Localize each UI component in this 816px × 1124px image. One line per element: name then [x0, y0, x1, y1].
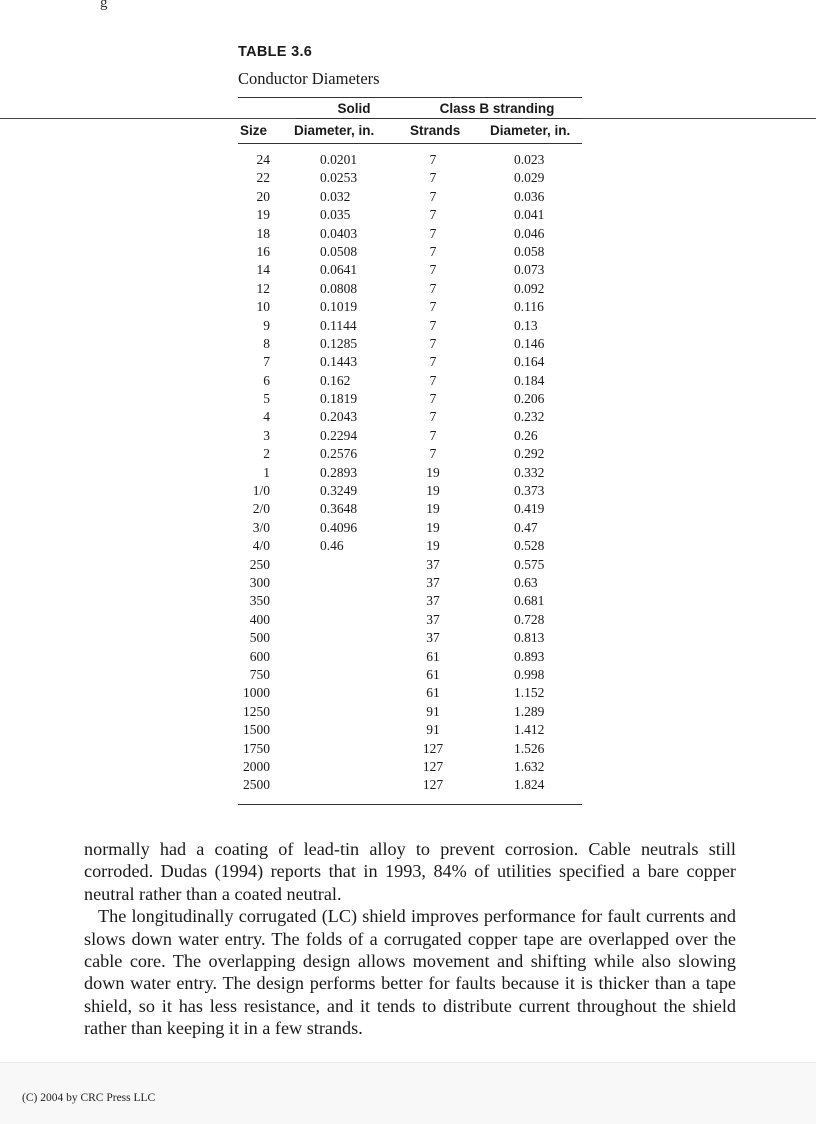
- column-header-solid-diameter: Diameter, in.: [294, 123, 375, 138]
- table-row: [238, 243, 582, 261]
- cell-size: 3/0: [252, 519, 270, 535]
- table-row: [238, 684, 582, 702]
- cell-strands: 127: [422, 777, 444, 793]
- cell-strands: 37: [426, 611, 440, 627]
- cell-strands: 37: [426, 574, 440, 590]
- cell-size: 350: [249, 593, 270, 609]
- cell-solid-diameter: 0.0201: [320, 152, 358, 167]
- cell-class-b-diameter: 0.092: [514, 280, 545, 296]
- cell-class-b-diameter: 0.63: [514, 574, 538, 590]
- cell-strands: 7: [429, 335, 437, 351]
- table-header-block: [238, 42, 584, 89]
- cell-solid-diameter: 0.1285: [320, 335, 358, 351]
- group-header-class-b: Class B stranding: [439, 101, 555, 116]
- cell-class-b-diameter: 0.232: [514, 409, 545, 425]
- cell-strands: 7: [429, 280, 437, 296]
- column-header-size: Size: [240, 123, 268, 138]
- table-row: [238, 261, 582, 279]
- cell-size: 300: [249, 574, 270, 590]
- cell-class-b-diameter: 0.893: [514, 648, 545, 664]
- cell-size: 20: [256, 188, 270, 204]
- cell-size: 4/0: [252, 538, 270, 554]
- cell-class-b-diameter: 0.47: [514, 519, 538, 535]
- cell-size: 2: [263, 446, 270, 462]
- cell-size: 750: [249, 666, 270, 682]
- cell-strands: 61: [426, 648, 440, 664]
- table-row: [238, 408, 582, 426]
- cell-class-b-diameter: 1.412: [514, 722, 545, 738]
- group-rule-solid: [296, 118, 412, 119]
- cell-strands: 7: [429, 207, 437, 223]
- table-row: [238, 666, 582, 684]
- cell-class-b-diameter: 0.146: [514, 335, 545, 351]
- table-row: [238, 519, 582, 537]
- cell-size: 4: [263, 409, 270, 425]
- paragraph: normally had a coating of lead-tin alloy to prevent corrosion. Cable neutrals still corroded. Dudas (1994) reports that in 1993, 84% of utilities specified a bare copper neutral rather than a coated neutral.: [84, 839, 736, 904]
- cell-solid-diameter: 0.3648: [320, 501, 358, 517]
- cell-strands: 7: [429, 299, 437, 315]
- cell-strands: 7: [429, 262, 437, 278]
- table-row: [238, 574, 582, 592]
- cell-strands: 19: [426, 464, 440, 480]
- cell-strands: 7: [429, 170, 437, 186]
- cell-size: 8: [263, 335, 270, 351]
- cell-solid-diameter: 0.1019: [320, 299, 358, 315]
- cell-solid-diameter: 0.46: [320, 538, 344, 554]
- cell-class-b-diameter: 0.029: [514, 170, 545, 186]
- cell-class-b-diameter: 0.164: [514, 354, 545, 370]
- cell-strands: 7: [429, 243, 437, 259]
- cell-class-b-diameter: 0.292: [514, 446, 545, 462]
- cell-size: 1250: [243, 703, 270, 719]
- table-row: [238, 390, 582, 408]
- cell-solid-diameter: 0.162: [320, 372, 351, 388]
- cell-class-b-diameter: 0.813: [514, 630, 545, 646]
- cell-solid-diameter: 0.2893: [320, 464, 358, 480]
- table-row: [238, 703, 582, 721]
- table-row: [238, 500, 582, 518]
- cell-class-b-diameter: 1.526: [514, 740, 545, 756]
- table-row: [238, 206, 582, 224]
- cell-solid-diameter: 0.032: [320, 188, 351, 204]
- cell-solid-diameter: 0.3249: [320, 483, 358, 499]
- table-row: [238, 225, 582, 243]
- cell-class-b-diameter: 0.041: [514, 207, 545, 223]
- paragraph: The longitudinally corrugated (LC) shield improves performance for fault currents and slows down water entry. The folds of a corrugated copper tape are overlapped over the cable core. The overlapping design allows movement and shifting while also slowing down water entry. The design performs better for faults because it is thicker than a tape shield, so it has less resistance, and it tends to distribute current throughout the shield rather than keeping it in a few strands.: [84, 906, 736, 1039]
- cell-class-b-diameter: 1.632: [514, 758, 545, 774]
- cell-size: 22: [256, 170, 270, 186]
- cell-size: 2500: [243, 777, 270, 793]
- cell-strands: 37: [426, 630, 440, 646]
- cell-class-b-diameter: 0.046: [514, 225, 545, 241]
- table-caption: Conductor Diameters: [238, 69, 380, 88]
- cell-strands: 61: [426, 666, 440, 682]
- cell-size: 2/0: [252, 501, 270, 517]
- cell-class-b-diameter: 1.152: [514, 685, 545, 701]
- table-bottom-rule: [238, 804, 582, 805]
- cell-class-b-diameter: 0.332: [514, 464, 545, 480]
- cell-class-b-diameter: 0.26: [514, 427, 538, 443]
- previous-page-text-fragment: g: [100, 0, 108, 11]
- cell-strands: 7: [429, 354, 437, 370]
- cell-class-b-diameter: 0.023: [514, 152, 545, 167]
- cell-class-b-diameter: 0.575: [514, 556, 545, 572]
- cell-strands: 7: [429, 188, 437, 204]
- table-row: [238, 445, 582, 463]
- cell-size: 1/0: [252, 483, 270, 499]
- cell-class-b-diameter: 0.036: [514, 188, 545, 204]
- group-header-solid: Solid: [337, 101, 371, 116]
- table-row: [238, 758, 582, 776]
- table-row: [238, 740, 582, 758]
- cell-solid-diameter: 0.1144: [320, 317, 357, 333]
- table-row: [238, 335, 582, 353]
- cell-strands: 7: [429, 225, 437, 241]
- cell-solid-diameter: 0.2043: [320, 409, 358, 425]
- cell-size: 1500: [243, 722, 270, 738]
- cell-class-b-diameter: 0.073: [514, 262, 545, 278]
- table-row: [238, 482, 582, 500]
- cell-strands: 7: [429, 409, 437, 425]
- cell-strands: 7: [429, 446, 437, 462]
- cell-strands: 37: [426, 556, 440, 572]
- cell-class-b-diameter: 0.184: [514, 372, 545, 388]
- cell-solid-diameter: 0.0808: [320, 280, 358, 296]
- table-row: [238, 188, 582, 206]
- table-row: [238, 280, 582, 298]
- cell-solid-diameter: 0.1819: [320, 391, 358, 407]
- cell-size: 500: [249, 630, 270, 646]
- cell-size: 600: [249, 648, 270, 664]
- cell-class-b-diameter: 0.681: [514, 593, 545, 609]
- cell-class-b-diameter: 0.419: [514, 501, 545, 517]
- cell-solid-diameter: 0.0641: [320, 262, 358, 278]
- column-header-class-b-diameter: Diameter, in.: [490, 123, 571, 138]
- cell-solid-diameter: 0.035: [320, 207, 351, 223]
- cell-size: 12: [256, 280, 270, 296]
- cell-strands: 7: [429, 372, 437, 388]
- table-row: [238, 353, 582, 371]
- cell-class-b-diameter: 0.058: [514, 243, 545, 259]
- cell-strands: 7: [429, 152, 437, 167]
- table-row: [238, 169, 582, 187]
- cell-strands: 91: [426, 722, 440, 738]
- cell-size: 14: [256, 262, 270, 278]
- cell-size: 19: [256, 207, 270, 223]
- cell-solid-diameter: 0.1443: [320, 354, 358, 370]
- cell-size: 5: [263, 391, 270, 407]
- cell-strands: 61: [426, 685, 440, 701]
- cell-strands: 37: [426, 593, 440, 609]
- cell-solid-diameter: 0.0508: [320, 243, 358, 259]
- column-header-strands: Strands: [410, 123, 461, 138]
- cell-class-b-diameter: 0.13: [514, 317, 538, 333]
- body-text: [84, 838, 736, 1040]
- group-rule-class-b: [412, 118, 582, 119]
- table-row: [238, 648, 582, 666]
- cell-size: 250: [249, 556, 270, 572]
- table-top-rule: [238, 97, 582, 98]
- table-label: TABLE 3.6: [238, 44, 313, 60]
- cell-size: 16: [256, 243, 270, 259]
- cell-strands: 7: [429, 391, 437, 407]
- cell-size: 6: [263, 372, 270, 388]
- cell-class-b-diameter: 0.206: [514, 391, 545, 407]
- cell-size: 9: [263, 317, 270, 333]
- cell-class-b-diameter: 1.824: [514, 777, 545, 793]
- cell-size: 2000: [243, 758, 270, 774]
- cell-strands: 127: [422, 740, 444, 756]
- cell-solid-diameter: 0.0403: [320, 225, 358, 241]
- cell-size: 7: [263, 354, 270, 370]
- cell-strands: 19: [426, 538, 440, 554]
- cell-strands: 19: [426, 483, 440, 499]
- copyright-notice: (C) 2004 by CRC Press LLC: [22, 1092, 156, 1104]
- table-body: [238, 151, 582, 795]
- cell-size: 400: [249, 611, 270, 627]
- cell-solid-diameter: 0.4096: [320, 519, 358, 535]
- table-row: [238, 151, 582, 169]
- cell-solid-diameter: 0.2294: [320, 427, 358, 443]
- table-row: [238, 611, 582, 629]
- table-row: [238, 317, 582, 335]
- table-row: [238, 629, 582, 647]
- table-row: [238, 556, 582, 574]
- cell-class-b-diameter: 1.289: [514, 703, 545, 719]
- cell-strands: 127: [422, 758, 444, 774]
- table-row: [238, 372, 582, 390]
- cell-class-b-diameter: 0.373: [514, 483, 545, 499]
- cell-class-b-diameter: 0.998: [514, 666, 545, 682]
- cell-size: 1750: [243, 740, 270, 756]
- cell-class-b-diameter: 0.528: [514, 538, 545, 554]
- cell-size: 18: [256, 225, 270, 241]
- table-row: [238, 721, 582, 739]
- cell-size: 3: [263, 427, 270, 443]
- cell-size: 1: [263, 464, 270, 480]
- table-row: [238, 776, 582, 794]
- table-header-rule: [238, 143, 582, 144]
- cell-solid-diameter: 0.2576: [320, 446, 358, 462]
- cell-size: 10: [256, 299, 270, 315]
- cell-size: 1000: [243, 685, 270, 701]
- table-row: [238, 298, 582, 316]
- table-row: [238, 464, 582, 482]
- cell-strands: 7: [429, 317, 437, 333]
- cell-class-b-diameter: 0.116: [514, 299, 544, 315]
- table-row: [238, 592, 582, 610]
- table-row: [238, 537, 582, 555]
- cell-strands: 19: [426, 519, 440, 535]
- cell-strands: 7: [429, 427, 437, 443]
- cell-strands: 91: [426, 703, 440, 719]
- cell-strands: 19: [426, 501, 440, 517]
- cell-class-b-diameter: 0.728: [514, 611, 545, 627]
- cell-solid-diameter: 0.0253: [320, 170, 358, 186]
- table-row: [238, 427, 582, 445]
- cell-size: 24: [256, 152, 270, 167]
